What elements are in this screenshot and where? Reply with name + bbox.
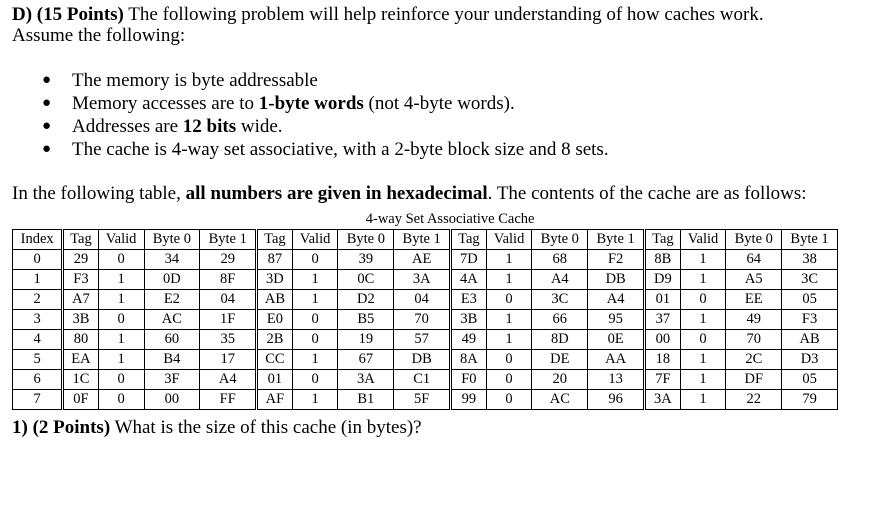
table-cell: B5	[338, 310, 394, 330]
table-row	[13, 330, 838, 350]
index-cell: 3	[13, 310, 63, 330]
table-cell: 66	[532, 310, 588, 330]
table-row	[13, 310, 838, 330]
table-cell: 34	[144, 250, 200, 270]
bullet-bold-text: 1-byte words	[258, 93, 364, 114]
table-cell: 1	[98, 270, 144, 290]
table-cell: 0C	[338, 270, 394, 290]
bullet-text: The cache is 4-way set associative, with a 2-byte block size and 8 sets.	[72, 139, 609, 160]
table-cell: 3A	[338, 370, 394, 390]
index-cell: 5	[13, 350, 63, 370]
table-cell: AC	[532, 390, 588, 410]
table-cell: 1	[98, 290, 144, 310]
table-cell: 04	[200, 290, 257, 310]
table-cell: 96	[588, 390, 645, 410]
table-header-cell: Byte 0	[144, 230, 200, 250]
list-item	[42, 69, 862, 92]
table-cell: EE	[726, 290, 782, 310]
table-cell: 3A	[394, 270, 451, 290]
table-cell: 0	[680, 290, 726, 310]
table-cell: 1C	[63, 370, 98, 390]
table-cell: 1	[98, 350, 144, 370]
table-header-cell: Byte 0	[726, 230, 782, 250]
table-cell: 60	[144, 330, 200, 350]
table-header-cell: Tag	[257, 230, 292, 250]
bullet-icon: ●	[42, 95, 52, 111]
table-cell: 64	[726, 250, 782, 270]
table-cell: F0	[451, 370, 486, 390]
table-cell: 0	[486, 370, 532, 390]
table-cell: AB	[257, 290, 292, 310]
table-cell: D2	[338, 290, 394, 310]
table-cell: C1	[394, 370, 451, 390]
table-cell: A7	[63, 290, 98, 310]
table-cell: 01	[257, 370, 292, 390]
table-cell: 68	[532, 250, 588, 270]
table-cell: 1	[292, 390, 338, 410]
table-cell: 1	[292, 270, 338, 290]
table-caption-row	[13, 209, 838, 230]
paragraph-bold-text: all numbers are given in hexadecimal	[185, 183, 488, 204]
table-cell: 7D	[451, 250, 486, 270]
bullet-text: Memory accesses are to	[72, 93, 259, 114]
table-header-cell: Tag	[451, 230, 486, 250]
list-item	[42, 138, 862, 161]
table-cell: 3F	[144, 370, 200, 390]
table-cell: 0	[98, 250, 144, 270]
table-cell: B4	[144, 350, 200, 370]
table-cell: 00	[645, 330, 680, 350]
paragraph-text: In the following table,	[12, 183, 186, 204]
table-cell: 3A	[645, 390, 680, 410]
table-cell: 0	[98, 370, 144, 390]
table-cell: E3	[451, 290, 486, 310]
table-cell: 5F	[394, 390, 451, 410]
index-cell: 6	[13, 370, 63, 390]
table-cell: A4	[200, 370, 257, 390]
document-page	[12, 4, 862, 439]
table-cell: 04	[394, 290, 451, 310]
table-cell: 0E	[588, 330, 645, 350]
index-cell: 7	[13, 390, 63, 410]
table-header-cell: Byte 0	[532, 230, 588, 250]
problem-label: D) (15 Points)	[12, 4, 124, 25]
table-header-row	[13, 230, 838, 250]
table-header-cell: Valid	[98, 230, 144, 250]
table-cell: 0D	[144, 270, 200, 290]
table-cell: 0	[292, 310, 338, 330]
table-cell: DB	[394, 350, 451, 370]
bullet-text: Addresses are	[72, 116, 183, 137]
table-cell: 99	[451, 390, 486, 410]
problem-intro-line1: The following problem will help reinforce your understanding of how caches work.	[123, 4, 764, 25]
table-cell: 2C	[726, 350, 782, 370]
table-cell: CC	[257, 350, 292, 370]
paragraph-text: . The contents of the cache are as follows:	[487, 183, 807, 204]
table-cell: 8F	[200, 270, 257, 290]
table-cell: 0	[98, 390, 144, 410]
index-cell: 0	[13, 250, 63, 270]
bullet-bold-text: 12 bits	[182, 116, 237, 137]
table-cell: 3B	[451, 310, 486, 330]
table-cell: 0	[98, 310, 144, 330]
question	[12, 417, 862, 439]
list-item	[42, 115, 862, 138]
table-cell: 70	[394, 310, 451, 330]
table-header-cell: Byte 1	[200, 230, 257, 250]
table-cell: 4A	[451, 270, 486, 290]
table-cell: F2	[588, 250, 645, 270]
table-cell: E0	[257, 310, 292, 330]
table-cell: 1	[680, 270, 726, 290]
table-header-cell: Valid	[292, 230, 338, 250]
table-cell: 22	[726, 390, 782, 410]
table-cell: D9	[645, 270, 680, 290]
table-row	[13, 250, 838, 270]
table-cell: F3	[63, 270, 98, 290]
table-cell: 67	[338, 350, 394, 370]
table-cell: 17	[200, 350, 257, 370]
assumptions-list	[12, 69, 862, 161]
list-item	[42, 92, 862, 115]
table-cell: DF	[726, 370, 782, 390]
table-caption: 4-way Set Associative Cache	[63, 209, 838, 230]
question-text: What is the size of this cache (in bytes)?	[110, 417, 422, 438]
table-cell: A4	[588, 290, 645, 310]
table-cell: A4	[532, 270, 588, 290]
table-cell: FF	[200, 390, 257, 410]
table-cell: B1	[338, 390, 394, 410]
table-row	[13, 370, 838, 390]
table-cell: 1	[680, 350, 726, 370]
table-cell: 18	[645, 350, 680, 370]
table-header-cell: Byte 1	[394, 230, 451, 250]
table-row	[13, 390, 838, 410]
table-cell: 49	[451, 330, 486, 350]
bullet-icon: ●	[42, 141, 52, 157]
table-cell: 1	[486, 310, 532, 330]
table-cell: 1	[292, 350, 338, 370]
index-cell: 2	[13, 290, 63, 310]
table-cell: 3C	[532, 290, 588, 310]
table-cell: 95	[588, 310, 645, 330]
table-cell: 01	[645, 290, 680, 310]
table-header-cell: Byte 1	[782, 230, 838, 250]
table-cell: 0	[680, 330, 726, 350]
table-cell: 37	[645, 310, 680, 330]
table-cell: 70	[726, 330, 782, 350]
table-cell: 00	[144, 390, 200, 410]
table-cell: AE	[394, 250, 451, 270]
table-cell: 1	[292, 290, 338, 310]
table-row	[13, 350, 838, 370]
table-cell: 0	[486, 390, 532, 410]
bullet-text: (not 4-byte words).	[363, 93, 515, 114]
table-header-cell: Tag	[63, 230, 98, 250]
table-cell: 38	[782, 250, 838, 270]
table-header-cell: Byte 0	[338, 230, 394, 250]
table-cell: EA	[63, 350, 98, 370]
table-cell: 05	[782, 370, 838, 390]
table-cell: 39	[338, 250, 394, 270]
table-cell: 0F	[63, 390, 98, 410]
table-cell: 2B	[257, 330, 292, 350]
table-header-cell: Tag	[645, 230, 680, 250]
table-cell: 05	[782, 290, 838, 310]
table-cell: 1	[486, 330, 532, 350]
table-cell: D3	[782, 350, 838, 370]
table-row	[13, 290, 838, 310]
table-cell: A5	[726, 270, 782, 290]
table-cell: 1	[98, 330, 144, 350]
table-cell: 7F	[645, 370, 680, 390]
table-cell: E2	[144, 290, 200, 310]
table-header-cell: Valid	[680, 230, 726, 250]
bullet-icon: ●	[42, 72, 52, 88]
table-caption-spacer	[13, 209, 63, 230]
table-cell: AB	[782, 330, 838, 350]
table-header-cell: Index	[13, 230, 63, 250]
table-cell: 29	[63, 250, 98, 270]
table-cell: 1	[486, 250, 532, 270]
table-cell: 57	[394, 330, 451, 350]
table-cell: DE	[532, 350, 588, 370]
table-cell: 8A	[451, 350, 486, 370]
table-cell: 3D	[257, 270, 292, 290]
table-cell: AA	[588, 350, 645, 370]
table-cell: 79	[782, 390, 838, 410]
table-row	[13, 270, 838, 290]
table-cell: 1	[486, 270, 532, 290]
table-cell: 87	[257, 250, 292, 270]
table-cell: DB	[588, 270, 645, 290]
table-cell: 13	[588, 370, 645, 390]
table-cell: 1F	[200, 310, 257, 330]
table-cell: 20	[532, 370, 588, 390]
table-cell: AF	[257, 390, 292, 410]
index-cell: 1	[13, 270, 63, 290]
table-cell: 80	[63, 330, 98, 350]
table-header-cell: Valid	[486, 230, 532, 250]
table-cell: 8B	[645, 250, 680, 270]
table-cell: 1	[680, 390, 726, 410]
question-label: 1) (2 Points)	[12, 417, 111, 438]
index-cell: 4	[13, 330, 63, 350]
table-cell: 3B	[63, 310, 98, 330]
table-cell: 19	[338, 330, 394, 350]
table-cell: 1	[680, 310, 726, 330]
table-cell: 35	[200, 330, 257, 350]
table-cell: 0	[486, 350, 532, 370]
table-cell: 29	[200, 250, 257, 270]
table-cell: 1	[680, 250, 726, 270]
table-body	[13, 250, 838, 410]
table-cell: 0	[292, 370, 338, 390]
cache-table	[12, 209, 838, 410]
table-cell: 8D	[532, 330, 588, 350]
table-header-cell: Byte 1	[588, 230, 645, 250]
table-cell: AC	[144, 310, 200, 330]
problem-intro-line2: Assume the following:	[12, 25, 186, 46]
bullet-text: wide.	[236, 116, 283, 137]
table-cell: F3	[782, 310, 838, 330]
table-cell: 49	[726, 310, 782, 330]
problem-statement	[12, 4, 862, 46]
table-cell: 0	[292, 330, 338, 350]
table-cell: 1	[680, 370, 726, 390]
table-cell: 3C	[782, 270, 838, 290]
table-cell: 0	[486, 290, 532, 310]
bullet-text: The memory is byte addressable	[72, 70, 318, 91]
table-cell: 0	[292, 250, 338, 270]
table-intro-paragraph	[12, 183, 862, 205]
bullet-icon: ●	[42, 118, 52, 134]
